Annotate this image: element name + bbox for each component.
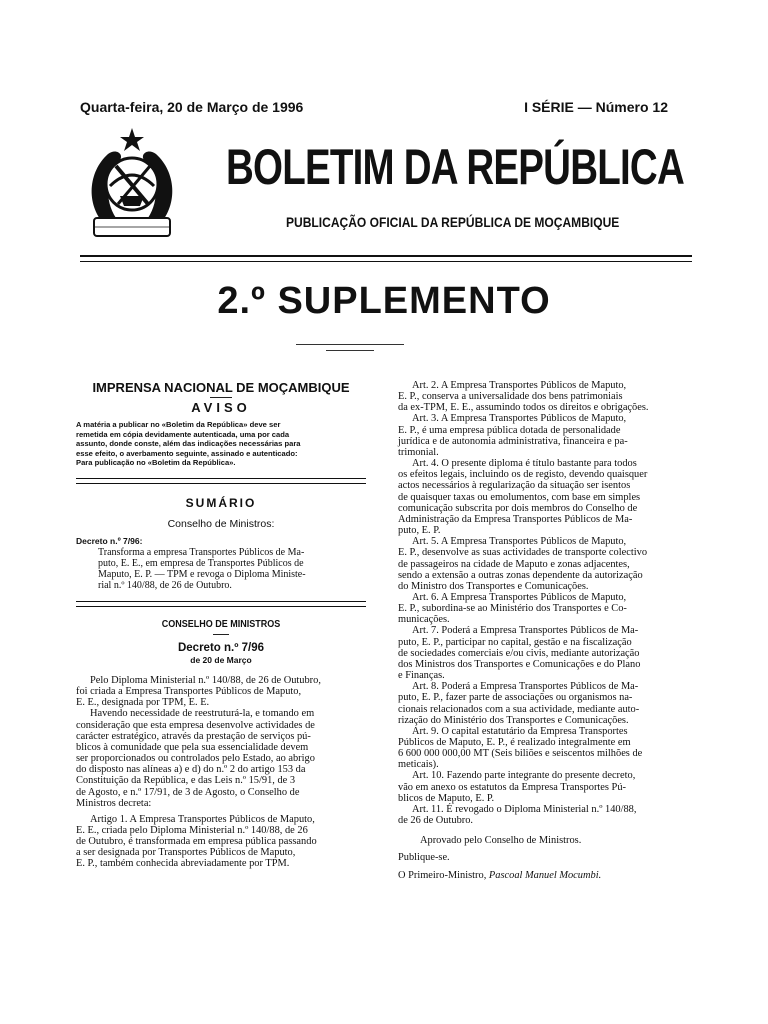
article-line: de 26 de Outubro. — [398, 815, 474, 827]
conselho-ministros-heading: CONSELHO DE MINISTROS — [161, 618, 281, 630]
article-line: E. P., subordina-se ao Ministério dos Transportes e Co- — [398, 603, 627, 615]
article-line: Art. 2. A Empresa Transportes Públicos de Maputo, — [412, 380, 627, 391]
body-line: carácter estratégico, através da prestação de serviços pú- — [76, 730, 311, 742]
body-line: blicos à comunidade que pela sua essencialidade devem — [76, 741, 309, 753]
article-line: jurídica e de autonomia administrativa, financeira e pa- — [398, 435, 628, 447]
body-line: foi criada a Empresa Transportes Públicos de Maputo, — [76, 686, 302, 698]
sumario-text — [98, 547, 366, 591]
body-line: a ser designada por Transportes Públicos de Maputo, — [76, 847, 296, 859]
sumario-line: Transforma a empresa Transportes Públicos de Ma- — [98, 546, 305, 558]
body-line: Ministros decreta: — [76, 797, 152, 809]
body-line: Artigo 1. A Empresa Transportes Públicos de Maputo, — [90, 813, 315, 825]
article-line: Art. 7. Poderá a Empresa Transportes Públicos de Ma- — [412, 625, 639, 637]
sumario-conselho: Conselho de Ministros: — [167, 517, 275, 530]
body-line: do disposto nas alíneas a) e d) do n.º 2 do artigo 153 da — [76, 764, 306, 776]
body-line: E. E., criada pelo Diploma Ministerial n.º 140/88, de 26 — [76, 825, 308, 836]
body-line: de Outubro, é transformada em empresa pública passando — [76, 836, 317, 848]
article-line: puto, E. P., participar no capital, gestão e na fiscalização — [398, 636, 632, 648]
header-rule-bottom — [80, 261, 692, 262]
article-line: municações. — [398, 614, 450, 626]
article-line: do Ministro dos Transportes e Comunicações. — [398, 580, 589, 592]
signature-title: O Primeiro-Ministro, — [398, 869, 489, 881]
aviso-line: assunto, donde conste, além das indicações necessárias para — [76, 439, 301, 449]
article-line: Art. 11. É revogado o Diploma Ministerial n.º 140/88, — [412, 803, 637, 815]
issue-date: Quarta-feira, 20 de Março de 1996 — [80, 99, 304, 115]
article-line: E. P., é uma empresa pública dotada de personalidade — [398, 424, 621, 436]
article-line: E. P., conserva a universalidade dos bens patrimoniais — [398, 391, 623, 403]
article-line: Públicos de Maputo, E. P., é realizado integralmente em — [398, 737, 631, 748]
article-line: Art. 10. Fazendo parte integrante do presente decreto, — [412, 770, 636, 782]
articles-body — [398, 380, 695, 826]
coat-of-arms-icon — [80, 124, 184, 248]
signature-line — [398, 870, 695, 881]
article-line: Art. 4. O presente diploma é título bastante para todos — [412, 458, 637, 470]
aprovado-line: Aprovado pelo Conselho de Ministros. — [420, 835, 582, 847]
body-line: consideração que esta empresa desenvolve actividades de — [76, 719, 315, 731]
article-line: Art. 3. A Empresa Transportes Públicos de Maputo, — [412, 413, 627, 425]
section-divider — [76, 601, 366, 607]
divider — [213, 634, 229, 635]
article-line: blicos de Maputo, E. P. — [398, 792, 495, 804]
issue-series-number: I SÉRIE — Número 12 — [524, 99, 668, 115]
aviso-heading: AVISO — [191, 400, 251, 415]
article-line: de sociedades comerciais e/ou civis, mediante autorização — [398, 647, 640, 659]
imprensa-heading: IMPRENSA NACIONAL DE MOÇAMBIQUE — [92, 380, 350, 395]
article-line: trimonial. — [398, 446, 439, 458]
aviso-line: Para publicação no «Boletim da República». — [76, 458, 236, 468]
divider — [296, 344, 404, 345]
article-line: Art. 9. O capital estatutário da Empresa Transportes — [412, 725, 628, 737]
article-line: actos necessários à regularização da situação ser isentos — [398, 480, 631, 492]
aviso-line: esse efeito, o averbamento seguinte, assinado e autenticado: — [76, 448, 298, 458]
body-line: E. P., também conhecida abreviadamente por TPM. — [76, 858, 290, 870]
article-line: E. P., desenvolve as suas actividades de transporte colectivo — [398, 547, 648, 559]
article-line: meticais). — [398, 759, 439, 771]
article-line: Administração da Empresa Transportes Públicos de Ma- — [398, 513, 633, 525]
publication-title: BOLETIM DA REPÚBLICA — [226, 139, 684, 195]
article-line: Art. 8. Poderá a Empresa Transportes Públicos de Ma- — [412, 681, 639, 693]
body-line: Constituição da República, e das Leis n.º 15/91, de 3 — [76, 775, 296, 787]
sumario-line: Maputo, E. P. — TPM e revoga o Diploma Ministe- — [98, 568, 306, 580]
article-line: da ex-TPM, E. E., assumindo todos os direitos e obrigações. — [398, 402, 649, 414]
article-line: puto, E. P., fazer parte de associações ou organismos na- — [398, 692, 633, 704]
aviso-line: A matéria a publicar no «Boletim da República» deve ser — [76, 420, 281, 429]
article-line: vão em anexo os estatutos da Empresa Transportes Pú- — [398, 781, 626, 793]
aviso-line: remetida em cópia devidamente autenticada, uma por cada — [76, 429, 290, 439]
right-column — [398, 380, 695, 881]
header-rule-top — [80, 255, 692, 257]
sumario-heading: SUMÁRIO — [185, 495, 257, 510]
article-line: e Finanças. — [398, 670, 445, 682]
section-divider — [76, 478, 366, 484]
divider — [326, 350, 374, 351]
sumario-decreto: Decreto n.º 7/96: — [76, 535, 143, 546]
signature-name: Pascoal Manuel Mocumbi. — [488, 869, 602, 881]
article-line: sendo a extensão a outras zonas dependente da autorização — [398, 569, 643, 581]
body-line: E. E., designada por TPM, E. E. — [76, 697, 210, 709]
article-line: puto, E. P. — [398, 525, 441, 537]
publique-line: Publique-se. — [398, 852, 450, 864]
decreto-heading: Decreto n.º 7/96 — [177, 641, 264, 654]
article-line: comunicação subscrita por dois membros do Conselho de — [398, 502, 638, 514]
article-line: rização do Ministério dos Transportes e Comunicações. — [398, 714, 629, 726]
supplement-title: 2.º SUPLEMENTO — [217, 280, 551, 322]
article-line: de quaisquer taxas ou emolumentos, com base em simples — [398, 491, 641, 503]
article-line: de passageiros na cidade de Maputo e zonas adjacentes, — [398, 558, 630, 570]
body-line: Pelo Diploma Ministerial n.º 140/88, de 26 de Outubro, — [90, 674, 321, 686]
left-column — [76, 380, 366, 870]
article-line: os efeitos legais, incluindo os de registo, devendo quaisquer — [398, 469, 648, 481]
body-line: ser proporcionados ou controlados pelo Estado, ao abrigo — [76, 753, 315, 765]
body-line: Havendo necessidade de reestruturá-la, e tomando em — [90, 708, 315, 720]
publication-subtitle: PUBLICAÇÃO OFICIAL DA REPÚBLICA DE MOÇAMBIQUE — [286, 214, 620, 230]
article-line: 6 600 000 000,00 MT (Seis biliões e seiscentos milhões de — [398, 748, 643, 760]
article-line: Art. 5. A Empresa Transportes Públicos de Maputo, — [412, 536, 627, 548]
divider — [210, 397, 232, 398]
body-line: de Agosto, e n.º 17/91, de 3 de Agosto, o Conselho de — [76, 786, 300, 798]
sumario-line: rial n.º 140/88, de 26 de Outubro. — [98, 579, 232, 591]
sumario-line: puto, E. E., em empresa de Transportes Públicos de — [98, 557, 304, 569]
decreto-date: de 20 de Março — [190, 654, 252, 665]
decreto-body — [76, 675, 366, 870]
aviso-text — [76, 420, 366, 468]
article-line: Art. 6. A Empresa Transportes Públicos de Maputo, — [412, 591, 627, 603]
article-line: cionais relacionados com a sua actividade, mediante auto- — [398, 703, 640, 715]
article-line: dos Ministros dos Transportes e Comunicações e do Plano — [398, 658, 641, 670]
